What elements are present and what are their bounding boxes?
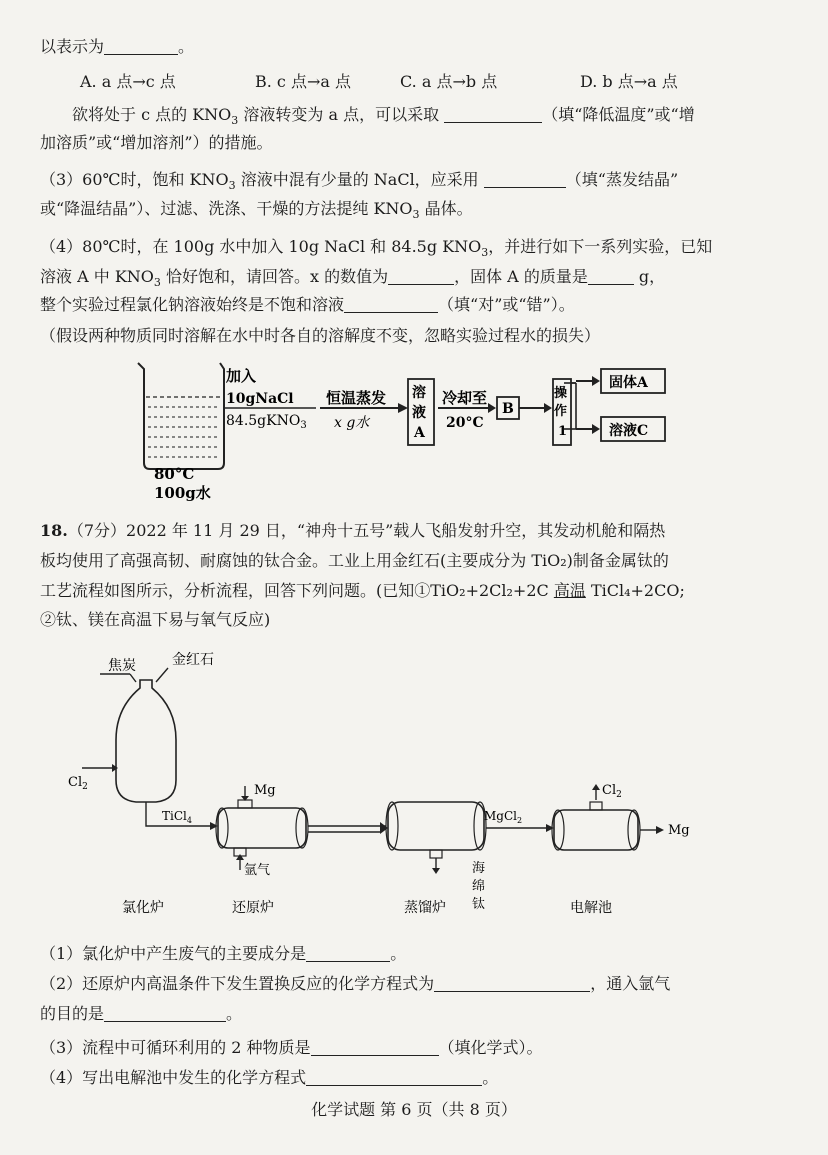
q18-line-2: 板均使用了高强高韧、耐腐蚀的钛合金。工业上用金红石(主要成分为 TiO₂)制备金属钛的 (40, 551, 669, 570)
beaker-icon (138, 363, 224, 469)
q18-q4: （4）写出电解池中发生的化学方程式 。 (40, 1068, 499, 1087)
water-label: 100g水 (154, 484, 211, 502)
ticl4-label: TiCl$_4$ (162, 809, 192, 825)
option-c: C. a 点→b 点 (400, 72, 498, 91)
argon-label: 氩气 (244, 863, 271, 878)
svg-text:蒸馏炉: 蒸馏炉 (404, 900, 446, 916)
q18-line-1: 18.（7分）2022 年 11 月 29 日，“神舟十五号”载人飞船发射升空，其发动机舱和隔热 (40, 521, 666, 540)
q17-line-3: 加溶质”或“增加溶剂”）的措施。 (40, 133, 273, 152)
cl2-out-label: $Cl_2$ (602, 783, 622, 800)
q17-part3b: 或“降温结晶”）、过滤、洗涤、干燥的方法提纯 $KNO_3$ 晶体。 (40, 199, 473, 222)
svg-text:液: 液 (412, 405, 426, 421)
svg-text:溶: 溶 (412, 385, 426, 401)
electrolysis-cell (554, 810, 638, 850)
q17-part4: （4）80℃时，在 100g 水中加入 10g NaCl 和 84.5g $KNO_3$，并进行如下一系列实验，已知 (40, 237, 713, 260)
temp-label: 80°C (154, 465, 195, 483)
reduction-furnace (218, 808, 306, 848)
add-label: 加入 (226, 367, 257, 385)
svg-text:1: 1 (558, 424, 568, 439)
q17-part4c: 整个实验过程氯化钠溶液始终是不饱和溶液 （填“对”或“错”）。 (40, 295, 575, 314)
chlorination-furnace (116, 680, 176, 802)
liquid-hatch (148, 407, 220, 457)
q17-part4b: 溶液 A 中 $KNO_3$ 恰好饱和，请回答。x 的数值为 ，固体 A 的质量是 g， (40, 267, 666, 290)
titanium-process-diagram (60, 650, 760, 920)
option-b: B. c 点→a 点 (255, 72, 352, 91)
answer-blank (104, 38, 178, 55)
svg-text:A: A (414, 425, 425, 441)
mg-out-label: Mg (668, 823, 690, 838)
page-footer: 化学试题 第 6 页（共 8 页） (311, 1100, 517, 1119)
experiment-flow-diagram (120, 355, 720, 503)
cool-temp-label: 20°C (446, 415, 484, 431)
svg-text:电解池: 电解池 (570, 900, 612, 916)
svg-text:钛: 钛 (472, 897, 486, 912)
q17-line-2: 欲将处于 c 点的 $KNO_3$ 溶液转变为 a 点，可以采取 （填“降低温度”或“增 (72, 105, 695, 128)
option-d: D. b 点→a 点 (580, 72, 678, 91)
q17-line-0: 以表示为 。 (40, 37, 195, 56)
mg-in-label: Mg (254, 783, 276, 798)
q18-q1: （1）氯化炉中产生废气的主要成分是 。 (40, 944, 407, 963)
q17-part4d: （假设两种物质同时溶解在水中时各自的溶解度不变，忽略实验过程水的损失） (40, 326, 601, 345)
svg-text:海: 海 (472, 861, 486, 876)
kno3-label: 84.5gKNO$_3$ (226, 413, 307, 431)
q18-line-4: ②钛、镁在高温下易与氧气反应) (40, 610, 271, 629)
coke-label: 焦炭 (108, 658, 136, 674)
svg-text:溶液C: 溶液C (609, 423, 649, 439)
q17-part3: （3）60℃时，饱和 $KNO_3$ 溶液中混有少量的 NaCl，应采用 （填“蒸发结晶” (40, 170, 679, 193)
svg-text:B: B (502, 401, 514, 417)
rutile-label: 金红石 (172, 652, 214, 668)
cool-label: 冷却至 (442, 389, 488, 407)
svg-text:作: 作 (554, 404, 568, 419)
evap-label: 恒温蒸发 (326, 389, 387, 407)
mgcl2-label: MgCl$_2$ (484, 809, 523, 825)
nacl-label: 10gNaCl (226, 391, 294, 407)
svg-text:还原炉: 还原炉 (232, 900, 274, 916)
svg-text:固体A: 固体A (609, 375, 648, 391)
cl2-in-label: $Cl_2$ (68, 775, 88, 792)
q18-q2b: 的目的是 。 (40, 1004, 243, 1023)
svg-text:氯化炉: 氯化炉 (122, 900, 164, 916)
svg-text:操: 操 (554, 386, 568, 401)
option-a: A. a 点→c 点 (80, 72, 176, 91)
svg-text:绵: 绵 (472, 879, 486, 894)
q18-q2: （2）还原炉内高温条件下发生置换反应的化学方程式为 ，通入氩气 (40, 974, 671, 993)
q18-q3: （3）流程中可循环利用的 2 种物质是 （填化学式）。 (40, 1038, 543, 1057)
evap-x-label: x g水 (334, 415, 370, 431)
q18-line-3: 工艺流程如图所示，分析流程，回答下列问题。(已知①TiO₂+2Cl₂+2C 高温 TiCl₄+2CO; (40, 581, 685, 600)
distillation-furnace (388, 802, 484, 850)
